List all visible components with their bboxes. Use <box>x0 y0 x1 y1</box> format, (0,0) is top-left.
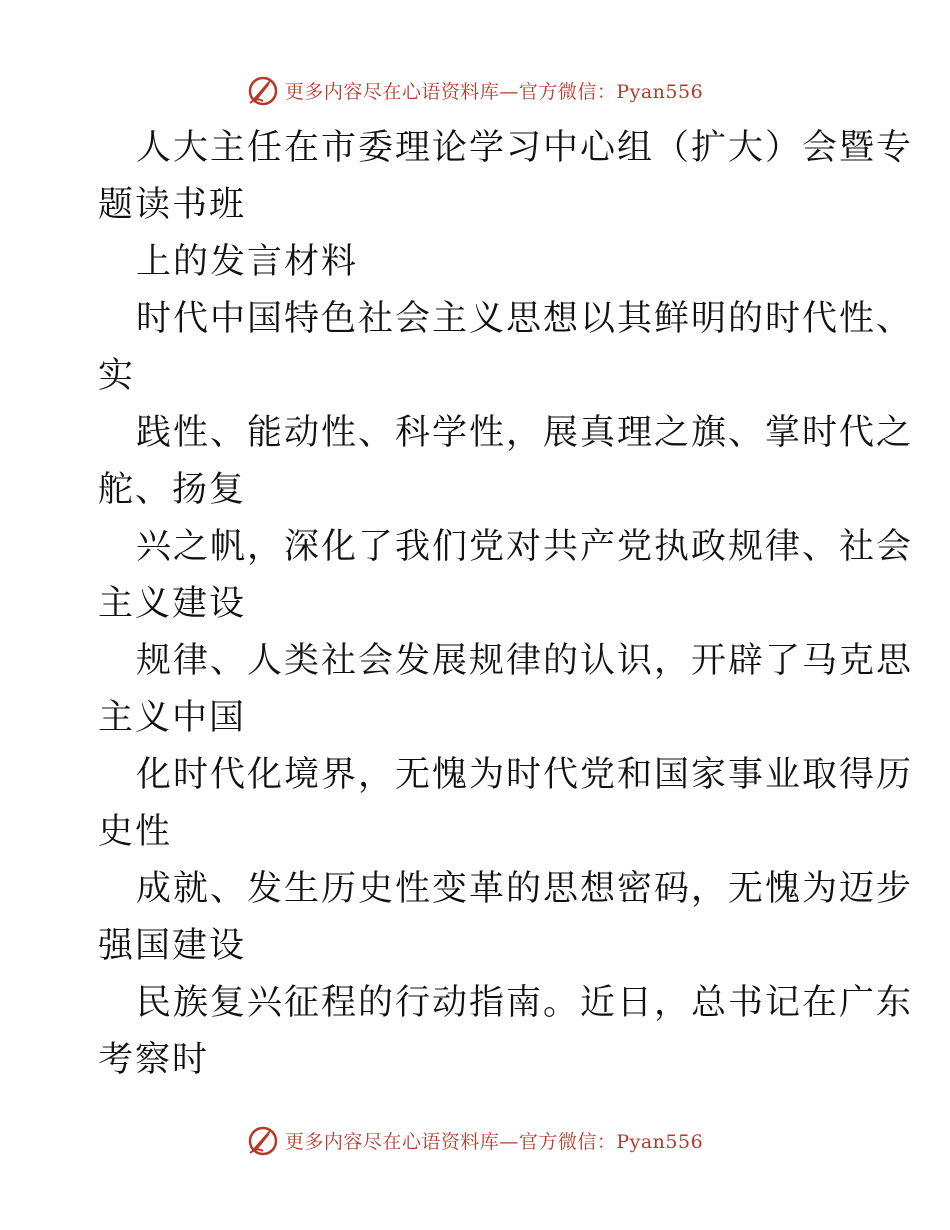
text-line: 民族复兴征程的行动指南。近日，总书记在广东 <box>136 983 914 1023</box>
text-line: 题读书班 <box>98 185 247 225</box>
text-line: 规律、人类社会发展规律的认识，开辟了马克思 <box>136 641 914 681</box>
text-line: 时代中国特色社会主义思想以其鲜明的时代性、 <box>136 299 914 339</box>
document-body <box>98 120 914 1089</box>
text-line: 主义中国 <box>98 698 247 738</box>
header-watermark <box>0 70 950 110</box>
text-line: 化时代化境界，无愧为时代党和国家事业取得历 <box>136 755 914 795</box>
text-line: 考察时 <box>98 1040 210 1080</box>
header-watermark-text: 更多内容尽在心语资料库—官方微信：Pyan556 <box>284 80 704 103</box>
text-line: 成就、发生历史性变革的思想密码，无愧为迈步 <box>136 869 914 909</box>
footer-watermark <box>0 1120 950 1160</box>
text-line: 主义建设 <box>98 584 247 624</box>
text-line: 上的发言材料 <box>136 242 359 282</box>
text-line: 实 <box>98 356 136 396</box>
text-line: 践性、能动性、科学性，展真理之旗、掌时代之 <box>136 413 914 453</box>
quill-logo-icon <box>247 1123 281 1157</box>
text-line: 兴之帆，深化了我们党对共产党执政规律、社会 <box>136 527 914 567</box>
text-line: 史性 <box>98 812 173 852</box>
quill-logo-icon <box>247 73 281 107</box>
text-line: 人大主任在市委理论学习中心组（扩大）会暨专 <box>136 128 914 168</box>
text-line: 舵、扬复 <box>98 470 247 510</box>
text-line: 强国建设 <box>98 926 247 966</box>
footer-watermark-text: 更多内容尽在心语资料库—官方微信：Pyan556 <box>284 1130 704 1153</box>
